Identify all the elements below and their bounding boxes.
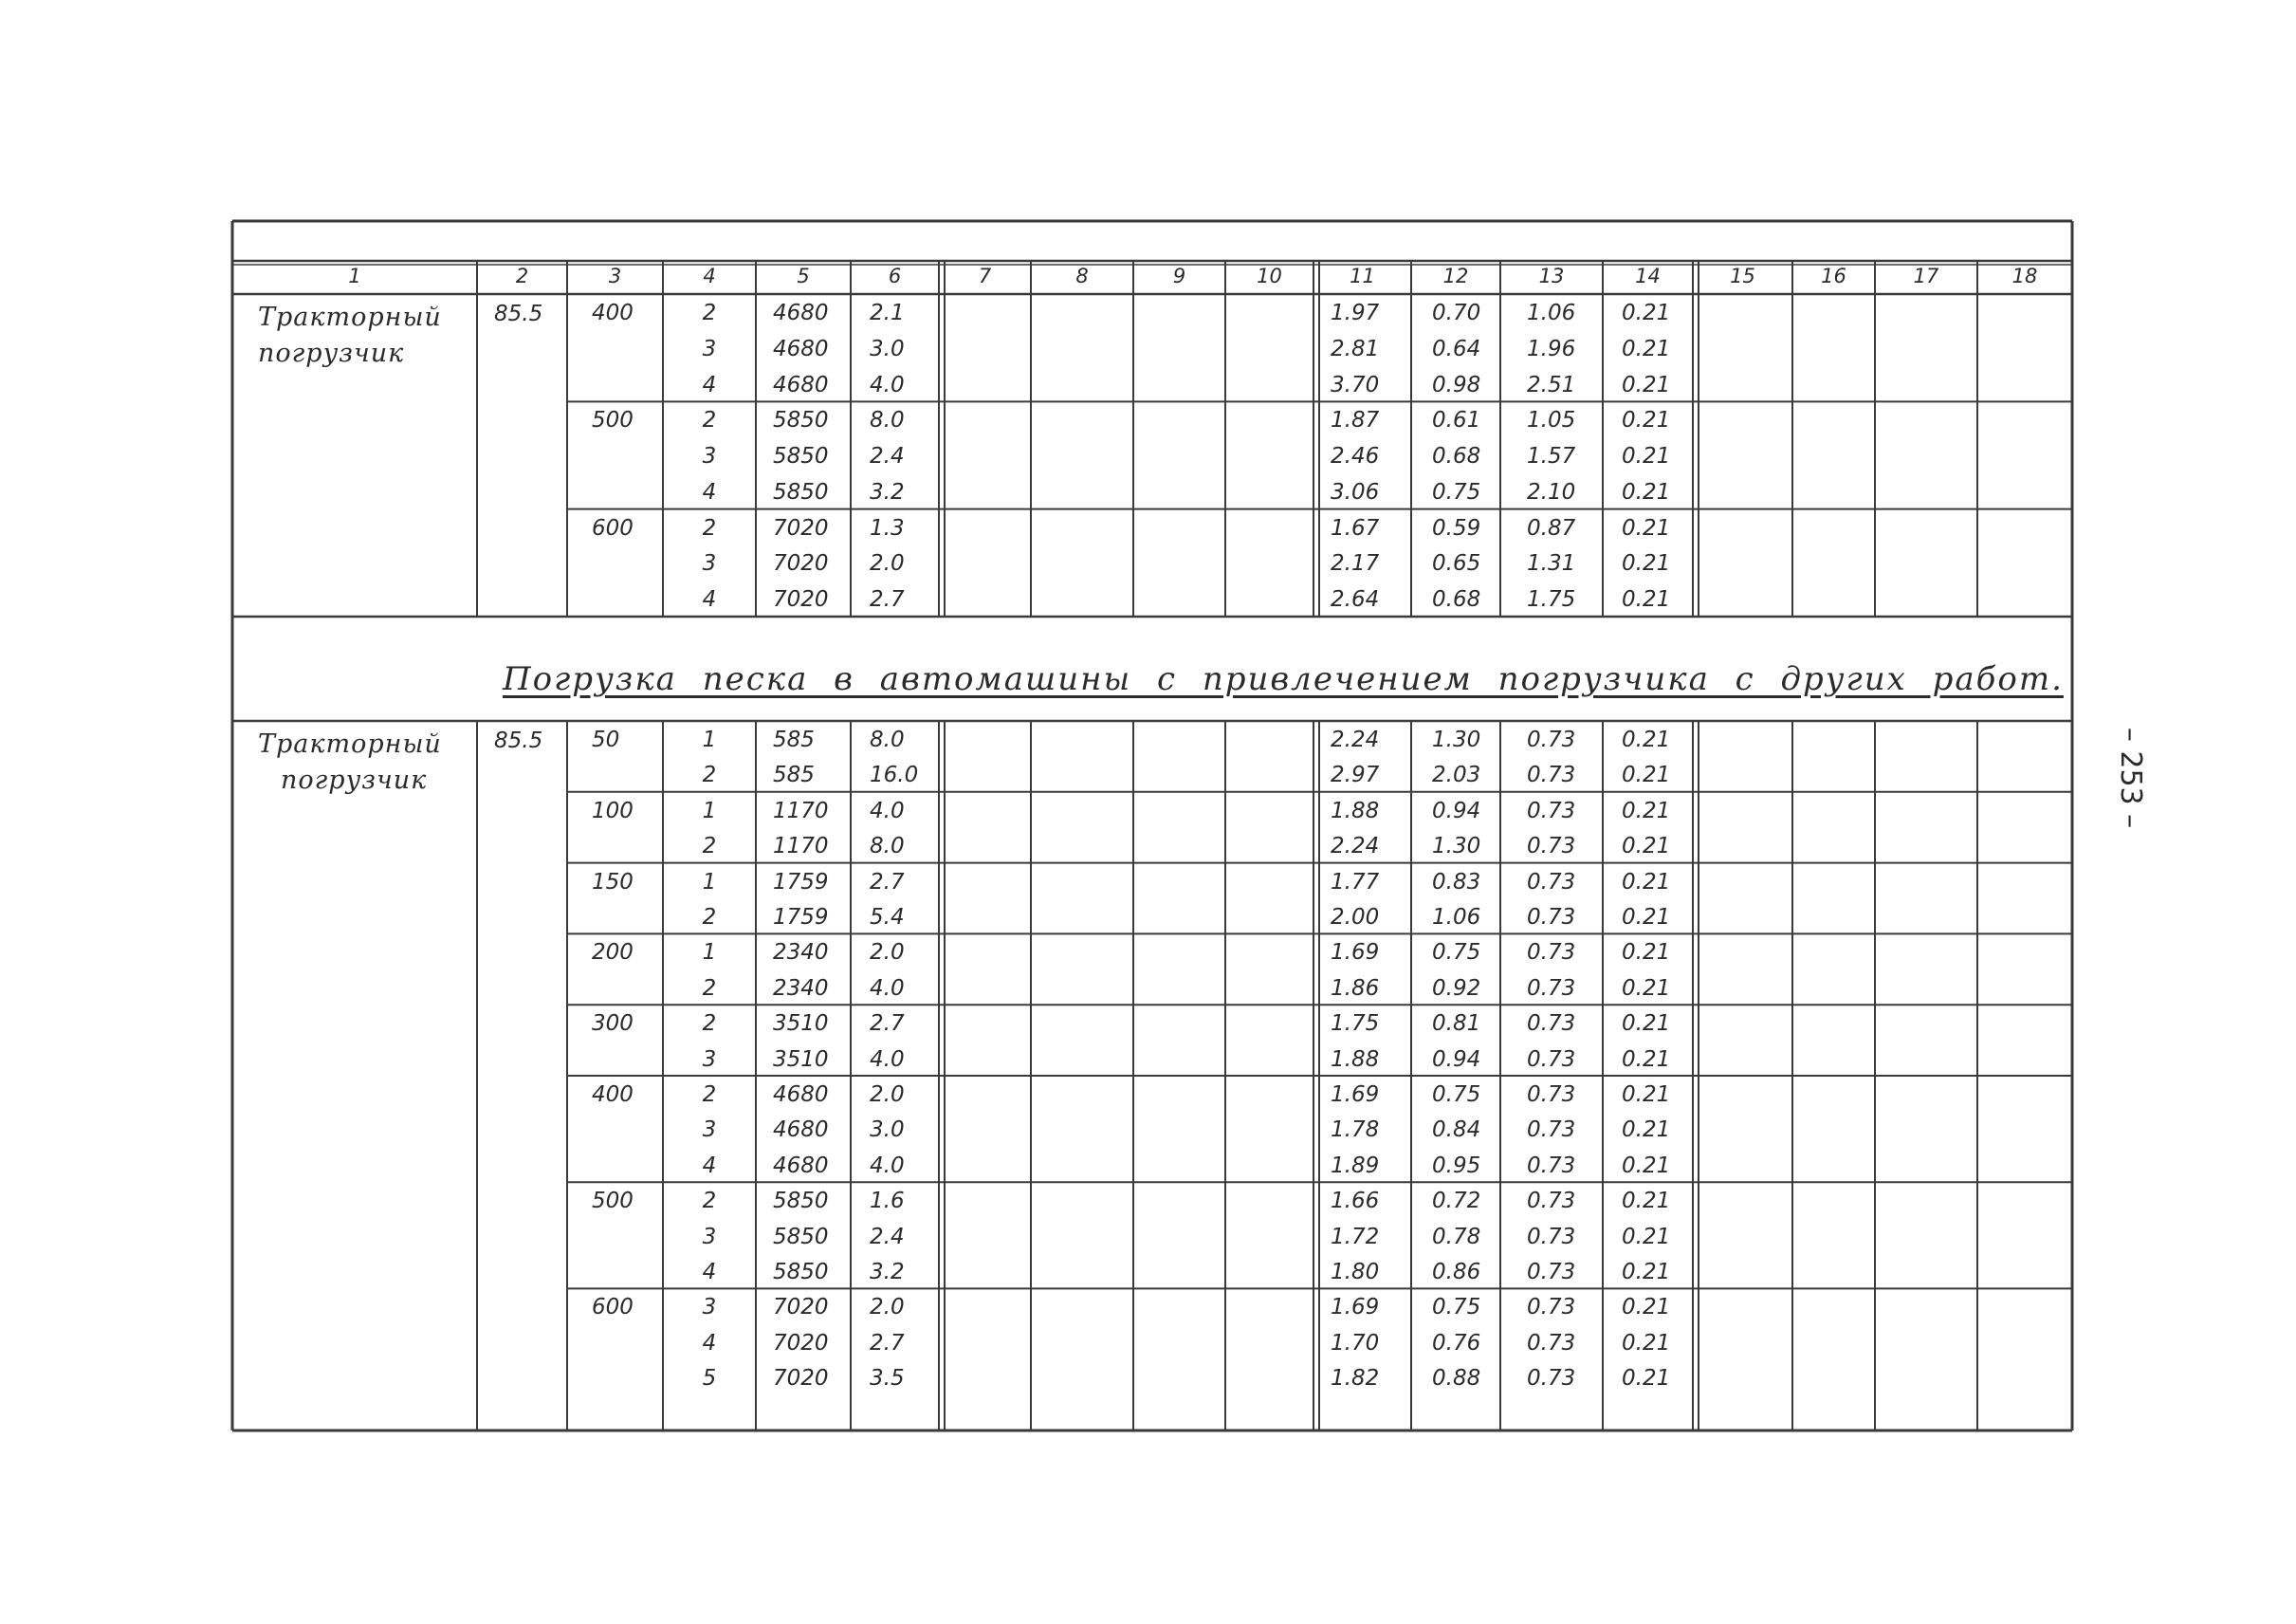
block2-col4-value: 4 — [702, 1153, 717, 1178]
block2-col14-value: 0.21 — [1622, 1011, 1671, 1037]
block2-col13-value: 0.73 — [1527, 869, 1576, 895]
block2-col13-value: 0.73 — [1527, 1117, 1576, 1143]
block1-col4-value: 3 — [702, 444, 717, 470]
block2-col14-value: 0.21 — [1622, 1260, 1671, 1284]
block2-col4-value: 2 — [702, 763, 717, 788]
block2-col13-value: 0.73 — [1527, 1011, 1576, 1037]
block2-col14-value: 0.21 — [1622, 940, 1671, 966]
column-header-15: 15 — [1730, 265, 1755, 287]
block1-col5-value: 7020 — [773, 587, 829, 613]
block2-col6-value: 3.0 — [870, 1117, 905, 1143]
block1-col14-value: 0.21 — [1622, 408, 1671, 434]
block2-col12-value: 0.92 — [1432, 975, 1481, 1001]
block2-col5-value: 2340 — [773, 975, 829, 1001]
block2-col12-value: 1.06 — [1432, 905, 1481, 930]
block2-col11-value: 2.24 — [1331, 728, 1380, 752]
block2-col4-value: 5 — [702, 1366, 717, 1392]
block2-col5-value: 585 — [773, 728, 815, 752]
block2-col12-value: 0.88 — [1432, 1366, 1481, 1392]
block2-equipment-name-line1: Тракторный — [258, 729, 442, 759]
block2-col14-value: 0.21 — [1622, 1366, 1671, 1392]
block2-equipment-name — [258, 727, 442, 799]
block1-col3-value: 400 — [592, 301, 634, 325]
block1-col6-value: 3.2 — [870, 479, 905, 505]
block1-equipment-name-line2: погрузчик — [258, 339, 405, 368]
block1-equipment-name — [258, 300, 442, 372]
block1-col11-value: 1.97 — [1331, 301, 1380, 325]
block2-col6-value: 5.4 — [870, 905, 905, 930]
block2-col11-value: 1.82 — [1331, 1366, 1380, 1392]
block2-col4-value: 2 — [702, 1189, 717, 1214]
block1-col11-value: 2.64 — [1331, 587, 1380, 613]
block2-col4-value: 4 — [702, 1330, 717, 1356]
block1-col14-value: 0.21 — [1622, 444, 1671, 470]
block1-col11-value: 3.70 — [1331, 372, 1380, 397]
block2-col6-value: 2.4 — [870, 1224, 905, 1249]
block2-col14-value: 0.21 — [1622, 763, 1671, 788]
block2-col12-value: 0.81 — [1432, 1011, 1481, 1037]
block2-col3-value: 150 — [592, 869, 634, 895]
block2-col5-value: 7020 — [773, 1295, 829, 1320]
block2-col11-value: 1.80 — [1331, 1260, 1380, 1284]
block1-col12-value: 0.65 — [1432, 551, 1481, 577]
block2-col6-value: 4.0 — [870, 798, 905, 823]
section-title: Погрузка песка в автомашины с привлечением погрузчика с других работ. — [503, 660, 2064, 698]
block1-col5-value: 5850 — [773, 479, 829, 505]
column-header-4: 4 — [703, 265, 716, 287]
block2-col11-value: 1.89 — [1331, 1153, 1380, 1178]
block2-col14-value: 0.21 — [1622, 1117, 1671, 1143]
block2-col13-value: 0.73 — [1527, 1366, 1576, 1392]
block2-col4-value: 2 — [702, 975, 717, 1001]
block2-col11-value: 1.69 — [1331, 1082, 1380, 1107]
block2-col13-value: 0.73 — [1527, 905, 1576, 930]
block2-col13-value: 0.73 — [1527, 1330, 1576, 1356]
block1-col6-value: 2.1 — [870, 301, 905, 325]
block2-col6-value: 3.5 — [870, 1366, 905, 1392]
block2-col11-value: 1.66 — [1331, 1189, 1380, 1214]
column-header-12: 12 — [1442, 265, 1469, 287]
block1-col12-value: 0.59 — [1432, 515, 1481, 541]
block2-col2-value: 85.5 — [494, 729, 543, 753]
block2-col12-value: 0.75 — [1432, 1082, 1481, 1107]
column-header-14: 14 — [1635, 265, 1661, 287]
block1-col3-value: 500 — [592, 408, 634, 434]
block2-col4-value: 4 — [702, 1260, 717, 1284]
block1-col14-value: 0.21 — [1622, 372, 1671, 397]
block1-col14-value: 0.21 — [1622, 479, 1671, 505]
block2-col13-value: 0.73 — [1527, 1153, 1576, 1178]
block1-col4-value: 3 — [702, 551, 717, 577]
block2-col13-value: 0.73 — [1527, 1295, 1576, 1320]
block2-col5-value: 585 — [773, 763, 815, 788]
block2-col5-value: 4680 — [773, 1082, 829, 1107]
block2-col13-value: 0.73 — [1527, 728, 1576, 752]
column-header-10: 10 — [1257, 265, 1282, 287]
block2-col3-value: 100 — [592, 798, 634, 823]
block2-col3-value: 600 — [592, 1295, 634, 1320]
block2-col5-value: 2340 — [773, 940, 829, 966]
block2-col5-value: 4680 — [773, 1117, 829, 1143]
block2-col14-value: 0.21 — [1622, 1153, 1671, 1178]
block2-col11-value: 1.86 — [1331, 975, 1380, 1001]
block2-col6-value: 2.0 — [870, 1295, 905, 1320]
block2-col12-value: 0.94 — [1432, 798, 1481, 823]
block1-col4-value: 4 — [702, 479, 717, 505]
block1-col13-value: 1.06 — [1527, 301, 1576, 325]
block1-col11-value: 1.67 — [1331, 515, 1380, 541]
block1-col4-value: 4 — [702, 372, 717, 397]
block2-col3-value: 50 — [592, 728, 620, 752]
block2-col4-value: 2 — [702, 834, 717, 859]
block1-col5-value: 7020 — [773, 551, 829, 577]
block1-col13-value: 1.96 — [1527, 336, 1576, 361]
block2-col6-value: 4.0 — [870, 1153, 905, 1178]
block1-col11-value: 2.17 — [1331, 551, 1380, 577]
block2-col11-value: 1.77 — [1331, 869, 1380, 895]
column-header-2: 2 — [515, 265, 529, 287]
block1-col14-value: 0.21 — [1622, 515, 1671, 541]
block2-col12-value: 0.86 — [1432, 1260, 1481, 1284]
block1-col6-value: 8.0 — [870, 408, 905, 434]
block2-col12-value: 1.30 — [1432, 834, 1481, 859]
block2-col13-value: 0.73 — [1527, 1224, 1576, 1249]
block2-col4-value: 3 — [702, 1117, 717, 1143]
block1-col6-value: 2.0 — [870, 551, 905, 577]
block1-col14-value: 0.21 — [1622, 551, 1671, 577]
block2-col14-value: 0.21 — [1622, 1330, 1671, 1356]
block2-col4-value: 1 — [702, 940, 717, 966]
block1-col2-value: 85.5 — [494, 302, 543, 326]
block2-col6-value: 2.0 — [870, 1082, 905, 1107]
block2-col12-value: 0.76 — [1432, 1330, 1481, 1356]
block2-col5-value: 4680 — [773, 1153, 829, 1178]
block1-col3-value: 600 — [592, 515, 634, 541]
block1-col5-value: 7020 — [773, 515, 829, 541]
block2-col13-value: 0.73 — [1527, 763, 1576, 788]
column-header-8: 8 — [1075, 265, 1089, 287]
block2-col6-value: 4.0 — [870, 1046, 905, 1072]
block2-col14-value: 0.21 — [1622, 1295, 1671, 1320]
block1-col12-value: 0.70 — [1432, 301, 1481, 325]
block1-col13-value: 2.51 — [1527, 372, 1576, 397]
block1-col13-value: 1.75 — [1527, 587, 1576, 613]
block2-col4-value: 3 — [702, 1224, 717, 1249]
block2-col5-value: 1759 — [773, 869, 829, 895]
block1-col4-value: 2 — [702, 408, 717, 434]
column-header-18: 18 — [2011, 265, 2038, 287]
block1-col11-value: 2.46 — [1331, 444, 1380, 470]
block2-col12-value: 0.95 — [1432, 1153, 1481, 1178]
block2-col12-value: 0.78 — [1432, 1224, 1481, 1249]
block1-col12-value: 0.64 — [1432, 336, 1481, 361]
column-header-11: 11 — [1350, 265, 1375, 287]
block2-col5-value: 3510 — [773, 1011, 829, 1037]
block2-col5-value: 5850 — [773, 1224, 829, 1249]
block1-col5-value: 4680 — [773, 336, 829, 361]
block2-col13-value: 0.73 — [1527, 1082, 1576, 1107]
block2-col5-value: 7020 — [773, 1330, 829, 1356]
block1-col4-value: 2 — [702, 515, 717, 541]
block2-col4-value: 1 — [702, 798, 717, 823]
block2-col13-value: 0.73 — [1527, 1189, 1576, 1214]
block2-col5-value: 3510 — [773, 1046, 829, 1072]
block2-col12-value: 2.03 — [1432, 763, 1481, 788]
block2-col11-value: 2.24 — [1331, 834, 1380, 859]
block2-col4-value: 2 — [702, 1011, 717, 1037]
block2-col14-value: 0.21 — [1622, 798, 1671, 823]
block2-col5-value: 1170 — [773, 834, 829, 859]
block1-col11-value: 3.06 — [1331, 479, 1380, 505]
block1-col6-value: 3.0 — [870, 336, 905, 361]
column-header-7: 7 — [978, 265, 992, 287]
block2-col12-value: 0.72 — [1432, 1189, 1481, 1214]
column-header-5: 5 — [797, 265, 810, 287]
block1-col6-value: 2.7 — [870, 587, 905, 613]
block2-col11-value: 1.72 — [1331, 1224, 1380, 1249]
block2-col11-value: 1.88 — [1331, 1046, 1380, 1072]
block1-col12-value: 0.68 — [1432, 444, 1481, 470]
block2-col12-value: 1.30 — [1432, 728, 1481, 752]
block1-col5-value: 4680 — [773, 372, 829, 397]
column-header-9: 9 — [1172, 265, 1186, 287]
page-number — [2111, 727, 2149, 829]
block2-col11-value: 2.97 — [1331, 763, 1380, 788]
block2-col4-value: 1 — [702, 869, 717, 895]
column-header-3: 3 — [608, 265, 622, 287]
block1-col4-value: 4 — [702, 587, 717, 613]
block2-col6-value: 1.6 — [870, 1189, 905, 1214]
block1-col13-value: 1.57 — [1527, 444, 1576, 470]
block2-col12-value: 0.84 — [1432, 1117, 1481, 1143]
block1-col13-value: 1.31 — [1527, 551, 1576, 577]
block1-col11-value: 2.81 — [1331, 336, 1380, 361]
block1-col5-value: 4680 — [773, 301, 829, 325]
column-header-17: 17 — [1913, 265, 1939, 287]
block2-col6-value: 4.0 — [870, 975, 905, 1001]
block2-col12-value: 0.94 — [1432, 1046, 1481, 1072]
block2-col14-value: 0.21 — [1622, 1189, 1671, 1214]
block1-col6-value: 1.3 — [870, 515, 905, 541]
block2-col14-value: 0.21 — [1622, 728, 1671, 752]
block2-col4-value: 2 — [702, 1082, 717, 1107]
block2-col11-value: 1.69 — [1331, 940, 1380, 966]
block2-col6-value: 2.7 — [870, 1011, 905, 1037]
block1-equipment-name-line1: Тракторный — [258, 303, 442, 332]
block2-col6-value: 3.2 — [870, 1260, 905, 1284]
block2-col11-value: 2.00 — [1331, 905, 1380, 930]
block2-col13-value: 0.73 — [1527, 834, 1576, 859]
block2-col4-value: 3 — [702, 1046, 717, 1072]
block2-col11-value: 1.88 — [1331, 798, 1380, 823]
block1-col14-value: 0.21 — [1622, 301, 1671, 325]
block2-col14-value: 0.21 — [1622, 1082, 1671, 1107]
block2-col5-value: 1170 — [773, 798, 829, 823]
block2-col6-value: 16.0 — [870, 763, 919, 788]
block1-col11-value: 1.87 — [1331, 408, 1380, 434]
block2-col14-value: 0.21 — [1622, 1224, 1671, 1249]
block2-col12-value: 0.75 — [1432, 940, 1481, 966]
block2-col11-value: 1.78 — [1331, 1117, 1380, 1143]
block2-col4-value: 3 — [702, 1295, 717, 1320]
block2-col6-value: 2.7 — [870, 869, 905, 895]
block1-col13-value: 1.05 — [1527, 408, 1576, 434]
block2-col12-value: 0.83 — [1432, 869, 1481, 895]
block2-col3-value: 300 — [592, 1011, 634, 1037]
block2-col4-value: 2 — [702, 905, 717, 930]
block1-col13-value: 2.10 — [1527, 479, 1576, 505]
block2-col14-value: 0.21 — [1622, 869, 1671, 895]
block1-col4-value: 2 — [702, 301, 717, 325]
block1-col14-value: 0.21 — [1622, 336, 1671, 361]
block2-col5-value: 1759 — [773, 905, 829, 930]
column-header-13: 13 — [1538, 265, 1565, 287]
block2-col11-value: 1.75 — [1331, 1011, 1380, 1037]
block1-col6-value: 4.0 — [870, 372, 905, 397]
block1-col5-value: 5850 — [773, 444, 829, 470]
block2-col6-value: 2.0 — [870, 940, 905, 966]
block2-col11-value: 1.70 — [1331, 1330, 1380, 1356]
block2-col13-value: 0.73 — [1527, 975, 1576, 1001]
block1-col12-value: 0.68 — [1432, 587, 1481, 613]
block2-col14-value: 0.21 — [1622, 1046, 1671, 1072]
block2-col13-value: 0.73 — [1527, 1046, 1576, 1072]
block2-col13-value: 0.73 — [1527, 940, 1576, 966]
block1-col13-value: 0.87 — [1527, 515, 1576, 541]
column-header-1: 1 — [348, 265, 361, 287]
page-number-text: – 253 – — [2114, 727, 2147, 829]
block2-col5-value: 5850 — [773, 1189, 829, 1214]
column-header-16: 16 — [1821, 265, 1846, 287]
block2-col6-value: 2.7 — [870, 1330, 905, 1356]
block2-col3-value: 400 — [592, 1082, 634, 1107]
block1-col12-value: 0.61 — [1432, 408, 1481, 434]
block2-col14-value: 0.21 — [1622, 834, 1671, 859]
block1-col5-value: 5850 — [773, 408, 829, 434]
block1-col14-value: 0.21 — [1622, 587, 1671, 613]
block1-col12-value: 0.75 — [1432, 479, 1481, 505]
block1-col4-value: 3 — [702, 336, 717, 361]
block2-equipment-name-line2: погрузчик — [281, 766, 428, 795]
block2-col13-value: 0.73 — [1527, 798, 1576, 823]
block2-col6-value: 8.0 — [870, 834, 905, 859]
block2-col12-value: 0.75 — [1432, 1295, 1481, 1320]
block2-col3-value: 500 — [592, 1189, 634, 1214]
block1-col12-value: 0.98 — [1432, 372, 1481, 397]
block2-col5-value: 5850 — [773, 1260, 829, 1284]
block2-col14-value: 0.21 — [1622, 905, 1671, 930]
block2-col3-value: 200 — [592, 940, 634, 966]
column-header-6: 6 — [888, 265, 902, 287]
block2-col13-value: 0.73 — [1527, 1260, 1576, 1284]
block2-col5-value: 7020 — [773, 1366, 829, 1392]
block1-col6-value: 2.4 — [870, 444, 905, 470]
block2-col14-value: 0.21 — [1622, 975, 1671, 1001]
block2-col11-value: 1.69 — [1331, 1295, 1380, 1320]
block2-col4-value: 1 — [702, 728, 717, 752]
block2-col6-value: 8.0 — [870, 728, 905, 752]
